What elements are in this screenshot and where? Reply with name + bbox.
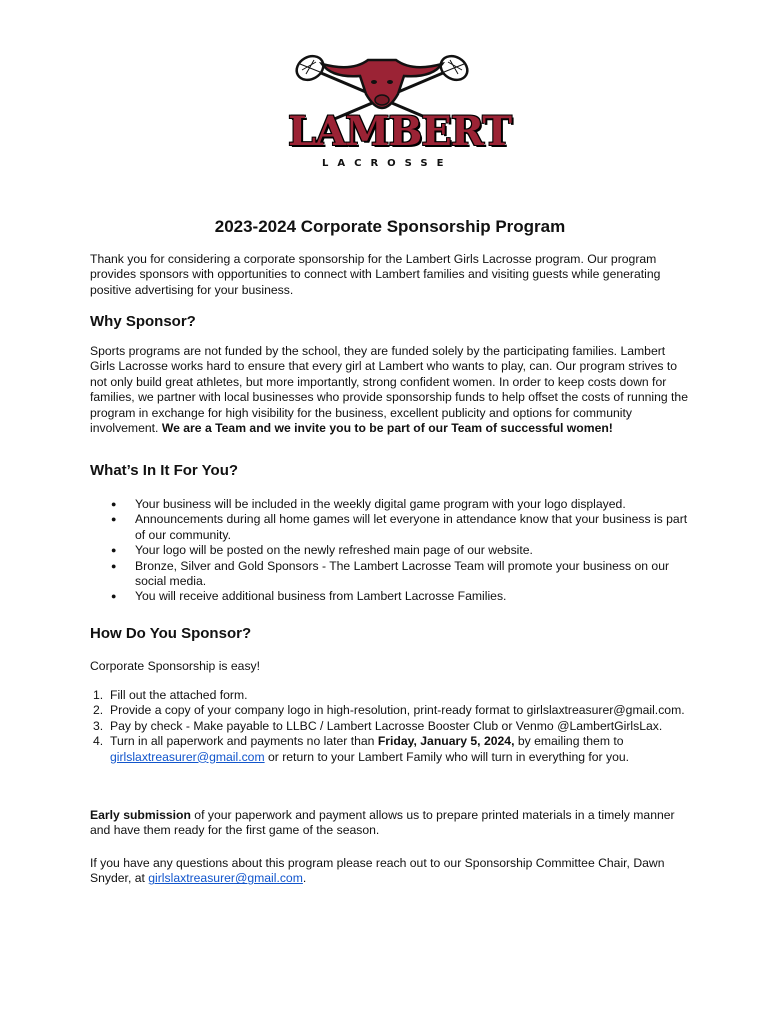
contact-section [90,856,690,887]
step-text-pre: Turn in all paperwork and payments no later than [110,734,378,749]
intro-section [90,252,690,298]
list-item: ● You will receive additional business from Lambert Lacrosse Families. [90,589,690,604]
steps-list [90,688,690,765]
benefits-section [90,497,690,605]
contact-email-link[interactable]: girlslaxtreasurer@gmail.com [148,871,303,886]
early-submission-paragraph [90,808,690,839]
step-number: 3. [93,718,104,733]
early-submission-bold: Early submission [90,808,191,822]
early-submission-section [90,808,690,839]
intro-paragraph: Thank you for considering a corporate sponsorship for the Lambert Girls Lacrosse program. Our program provides sponsors with opportunities to connect with Lambert families and visiting guests while generating positive advertising for your business. [90,252,661,297]
contact-paragraph [90,856,690,887]
step-number: 2. [93,703,104,718]
list-item [90,734,690,765]
contact-text-end: . [302,871,307,886]
how-heading: How Do You Sponsor? [90,625,252,642]
step-text: Fill out the attached form. [110,688,248,702]
step-number: 1. [93,688,104,702]
lambert-lacrosse-logo [282,42,512,177]
list-item [90,703,690,718]
how-steps-section [90,688,690,765]
how-lead: Corporate Sponsorship is easy! [90,659,261,673]
how-lead-section [90,659,690,674]
logo-subtitle: LACROSSE [322,158,453,169]
treasurer-email-link[interactable]: girlslaxtreasurer@gmail.com [110,749,265,764]
list-item: ● Announcements during all home games will let everyone in attendance know that your business is part of our community. [90,512,690,543]
early-submission-text: of your paperwork and payment allows us to prepare printed materials in a timely manner and have them ready for the first game of the season. [90,808,675,838]
why-sponsor-paragraph [90,344,690,436]
why-sponsor-heading: Why Sponsor? [90,313,196,330]
step-text-mid: by emailing them to [514,734,624,749]
list-item: ● Bronze, Silver and Gold Sponsors - The Lambert Lacrosse Team will promote your business on our social media. [90,559,690,590]
list-item: ● Your business will be included in the weekly digital game program with your logo displayed. [90,497,690,512]
why-sponsor-body: Sports programs are not funded by the school, they are funded solely by the participating families. Lambert Girls Lacrosse works hard to ensure that every girl at Lambert who wants to play, can. Our program strives to not only build great athletes, but more importantly, strong confident women. In order to keep costs down for families, we partner with local businesses who provide sponsorship funds to help offset the costs of running the program in exchange for high visibility for the business, excellent publicity and options for community involvement. [90,344,688,436]
why-sponsor-section [90,344,690,436]
step-text-post: or return to your Lambert Family who will turn in everything for you. [264,749,630,764]
document-title: 2023-2024 Corporate Sponsorship Program [214,217,566,236]
deadline-date: Friday, January 5, 2024, [377,734,515,749]
list-item [90,719,690,734]
benefits-heading: What’s In It For You? [90,462,239,479]
step-text: Provide a copy of your company logo in high-resolution, print-ready format to girlslaxtreasurer@gmail.com. [110,703,685,718]
step-text: Pay by check - Make payable to LLBC / Lambert Lacrosse Booster Club or Venmo @LambertGirlsLax. [110,718,663,733]
benefits-list [90,497,690,605]
contact-text: If you have any questions about this program please reach out to our Sponsorship Committee Chair, Dawn Snyder, at [90,856,665,886]
list-item [90,688,690,703]
logo-wordmark: LAMBERT [288,108,512,155]
why-sponsor-bold: We are a Team and we invite you to be part of our Team of successful women! [161,421,613,436]
list-item: ● Your logo will be posted on the newly refreshed main page of our website. [90,543,690,558]
step-number: 4. [93,734,104,749]
